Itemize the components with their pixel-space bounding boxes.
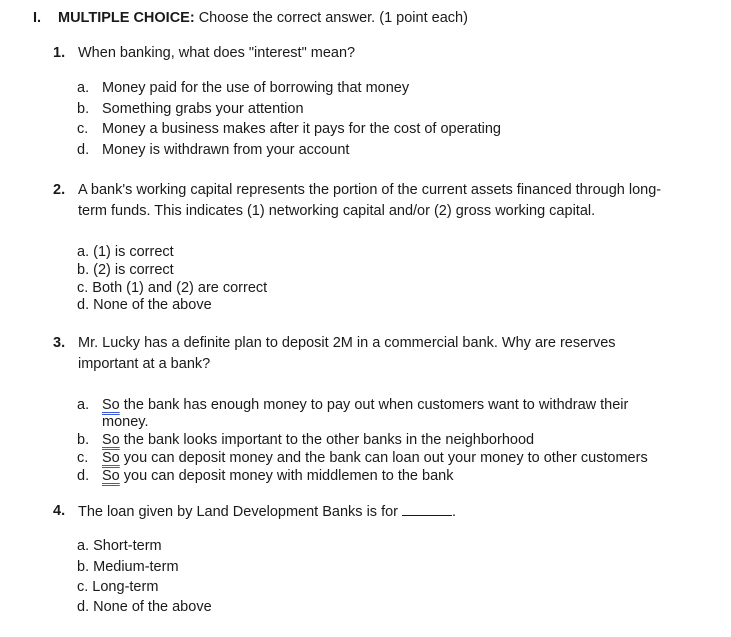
answer-blank — [402, 503, 452, 516]
option-text: Money paid for the use of borrowing that money — [102, 80, 410, 96]
section-title: MULTIPLE CHOICE: — [58, 10, 195, 26]
flagged-word: So — [102, 432, 120, 448]
option-text: So the bank looks important to the other banks in the neighborhood — [102, 432, 535, 448]
question-number: 4. — [53, 503, 66, 519]
option-letter: a. — [77, 397, 90, 413]
option-letter: d. — [77, 142, 90, 158]
option-letter: c. — [77, 121, 89, 137]
option-text: d. None of the above — [77, 297, 212, 313]
option-text: So the bank has enough money to pay out when customers want to withdraw their — [102, 397, 629, 413]
question-text-line: A bank's working capital represents the portion of the current assets financed through long- — [78, 182, 662, 198]
flagged-word: So — [102, 468, 120, 484]
option-letter: b. — [77, 432, 90, 448]
option-letter: b. — [77, 101, 90, 117]
option-letter: c. — [77, 450, 89, 466]
option-text: c. Long-term — [77, 579, 159, 595]
question-text: The loan given by Land Development Banks is for . — [78, 504, 457, 520]
question-text-line: term funds. This indicates (1) networking capital and/or (2) gross working capital. — [78, 203, 596, 219]
option-text: a. (1) is correct — [77, 244, 174, 260]
question-text: When banking, what does "interest" mean? — [78, 45, 356, 61]
option-letter: d. — [77, 468, 90, 484]
option-text: a. Short-term — [77, 538, 162, 554]
option-text: b. Medium-term — [77, 559, 179, 575]
option-text-continuation: money. — [102, 414, 149, 430]
question-number: 2. — [53, 182, 66, 198]
option-letter: a. — [77, 80, 90, 96]
flagged-word: So — [102, 450, 120, 466]
option-text: Something grabs your attention — [102, 101, 304, 117]
section-instruction: Choose the correct answer. (1 point each) — [198, 10, 468, 26]
section-number: I. — [33, 10, 42, 26]
option-text: So you can deposit money and the bank can loan out your money to other customers — [102, 450, 648, 466]
flagged-word: So — [102, 397, 120, 413]
option-text: Money is withdrawn from your account — [102, 142, 350, 158]
option-text: d. None of the above — [77, 599, 212, 615]
question-number: 1. — [53, 45, 66, 61]
question-text-line: Mr. Lucky has a definite plan to deposit 2M in a commercial bank. Why are reserves — [78, 335, 616, 351]
option-text: c. Both (1) and (2) are correct — [77, 280, 268, 296]
question-text-line: important at a bank? — [78, 356, 211, 372]
question-number: 3. — [53, 335, 66, 351]
section-heading — [58, 10, 468, 26]
option-text: b. (2) is correct — [77, 262, 174, 278]
option-text: So you can deposit money with middlemen to the bank — [102, 468, 454, 484]
option-text: Money a business makes after it pays for the cost of operating — [102, 121, 501, 137]
